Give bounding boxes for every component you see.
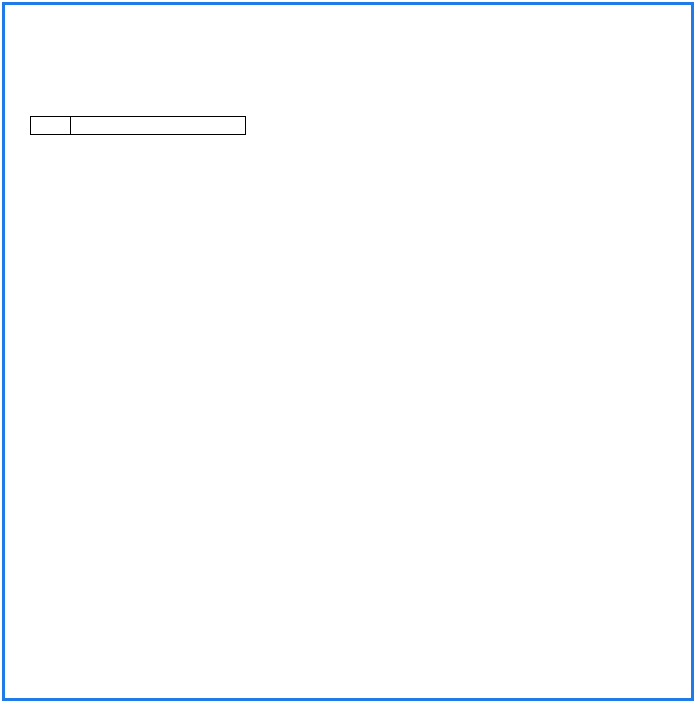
page-border [2,2,694,701]
location-header [71,117,246,135]
number-header [31,117,71,135]
schedule-table [30,116,675,135]
